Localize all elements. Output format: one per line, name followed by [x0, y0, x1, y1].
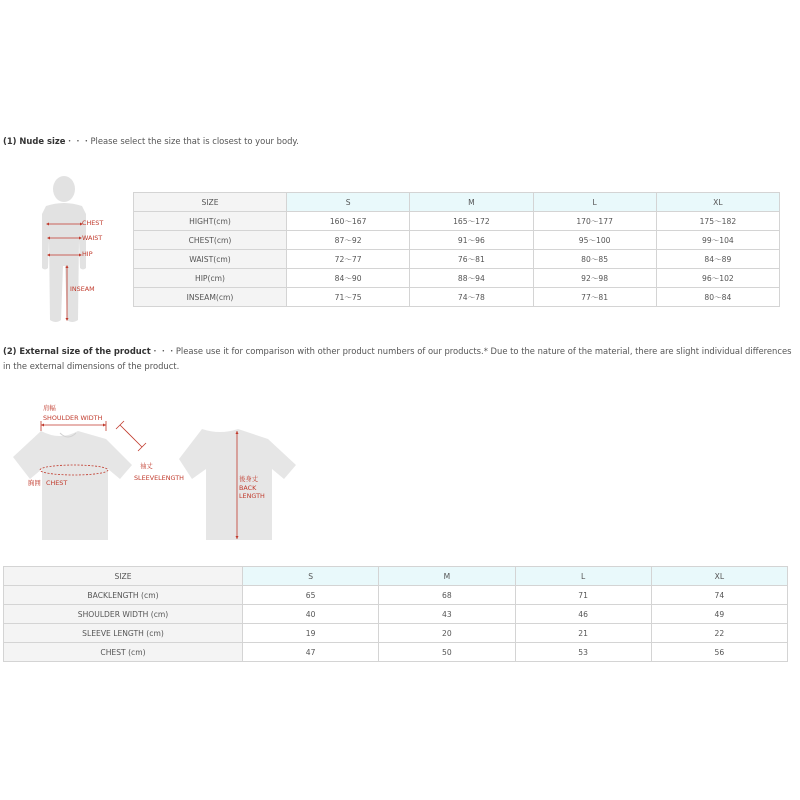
tshirt-back-figure	[176, 425, 300, 543]
external-size-heading-text: ・・・Please use it for comparison with other product numbers of our products.* Due to the nature of the material, there are slight individual differences in the external dimensions of the product.	[3, 346, 792, 371]
sleeve-length-label: SLEEVELENGTH	[134, 474, 184, 482]
table-header-cell: S	[287, 193, 410, 212]
row-label: BACKLENGTH (cm)	[4, 586, 243, 605]
table-header-row	[134, 193, 780, 212]
table-cell: 49	[651, 605, 787, 624]
external-size-heading-title: (2) External size of the product	[3, 346, 151, 356]
table-cell: 95～100	[533, 231, 656, 250]
table-row	[4, 605, 788, 624]
row-label: INSEAM(cm)	[134, 288, 287, 307]
row-label: CHEST(cm)	[134, 231, 287, 250]
table-cell: 74～78	[410, 288, 533, 307]
table-row	[4, 624, 788, 643]
row-label: WAIST(cm)	[134, 250, 287, 269]
chest-label: CHEST	[82, 219, 104, 227]
table-header-cell: SIZE	[4, 567, 243, 586]
table-cell: 71～75	[287, 288, 410, 307]
table-header-cell: M	[379, 567, 515, 586]
chest-label: CHEST	[46, 479, 68, 487]
table-cell: 53	[515, 643, 651, 662]
table-cell: 21	[515, 624, 651, 643]
inseam-label: INSEAM	[70, 285, 95, 293]
table-cell: 160～167	[287, 212, 410, 231]
table-cell: 47	[243, 643, 379, 662]
table-header-cell: S	[243, 567, 379, 586]
table-cell: 22	[651, 624, 787, 643]
nude-size-heading-title: (1) Nude size	[3, 136, 66, 146]
row-label: SHOULDER WIDTH (cm)	[4, 605, 243, 624]
nude-size-table	[133, 192, 780, 307]
table-row	[134, 269, 780, 288]
table-header-cell: L	[533, 193, 656, 212]
table-header-cell: XL	[651, 567, 787, 586]
nude-size-heading	[3, 134, 793, 149]
table-cell: 88～94	[410, 269, 533, 288]
table-cell: 80～84	[656, 288, 779, 307]
row-label: HIP(cm)	[134, 269, 287, 288]
row-label: HIGHT(cm)	[134, 212, 287, 231]
chest-label-jp: 胸囲	[28, 479, 41, 487]
table-cell: 46	[515, 605, 651, 624]
table-row	[134, 231, 780, 250]
body-silhouette	[30, 170, 110, 328]
table-cell: 80～85	[533, 250, 656, 269]
waist-label: WAIST	[82, 234, 103, 242]
table-cell: 68	[379, 586, 515, 605]
table-cell: 76～81	[410, 250, 533, 269]
row-label: CHEST (cm)	[4, 643, 243, 662]
back-length-label-1: BACK	[239, 484, 257, 492]
table-cell: 19	[243, 624, 379, 643]
table-cell: 74	[651, 586, 787, 605]
table-row	[4, 586, 788, 605]
table-cell: 20	[379, 624, 515, 643]
table-header-cell: SIZE	[134, 193, 287, 212]
table-cell: 96～102	[656, 269, 779, 288]
external-size-heading	[3, 344, 793, 374]
table-row	[134, 212, 780, 231]
table-cell: 92～98	[533, 269, 656, 288]
tshirt-back-icon	[176, 425, 300, 543]
back-length-label-2: LENGTH	[239, 492, 265, 500]
table-header-cell: L	[515, 567, 651, 586]
table-cell: 40	[243, 605, 379, 624]
shoulder-width-label: SHOULDER WIDTH	[43, 414, 103, 422]
hip-label: HIP	[82, 250, 93, 258]
table-header-cell: M	[410, 193, 533, 212]
table-cell: 56	[651, 643, 787, 662]
table-row	[134, 288, 780, 307]
row-label: SLEEVE LENGTH (cm)	[4, 624, 243, 643]
body-measurement-figure	[30, 170, 110, 328]
table-cell: 91～96	[410, 231, 533, 250]
back-length-label-jp: 後身丈	[239, 475, 259, 483]
table-cell: 50	[379, 643, 515, 662]
table-row	[4, 643, 788, 662]
table-cell: 175～182	[656, 212, 779, 231]
table-cell: 77～81	[533, 288, 656, 307]
table-header-row	[4, 567, 788, 586]
table-cell: 87～92	[287, 231, 410, 250]
table-cell: 43	[379, 605, 515, 624]
table-cell: 84～90	[287, 269, 410, 288]
sleeve-length-label-jp: 袖丈	[140, 462, 153, 470]
table-cell: 99～104	[656, 231, 779, 250]
external-size-table	[3, 566, 788, 662]
table-header-cell: XL	[656, 193, 779, 212]
shoulder-width-label-jp: 肩幅	[43, 404, 56, 412]
table-row	[134, 250, 780, 269]
tshirt-front-figure	[8, 395, 188, 545]
table-cell: 84～89	[656, 250, 779, 269]
table-cell: 71	[515, 586, 651, 605]
table-cell: 65	[243, 586, 379, 605]
table-cell: 165～172	[410, 212, 533, 231]
table-cell: 170～177	[533, 212, 656, 231]
table-cell: 72～77	[287, 250, 410, 269]
nude-size-heading-text: ・・・Please select the size that is closest to your body.	[65, 136, 299, 146]
